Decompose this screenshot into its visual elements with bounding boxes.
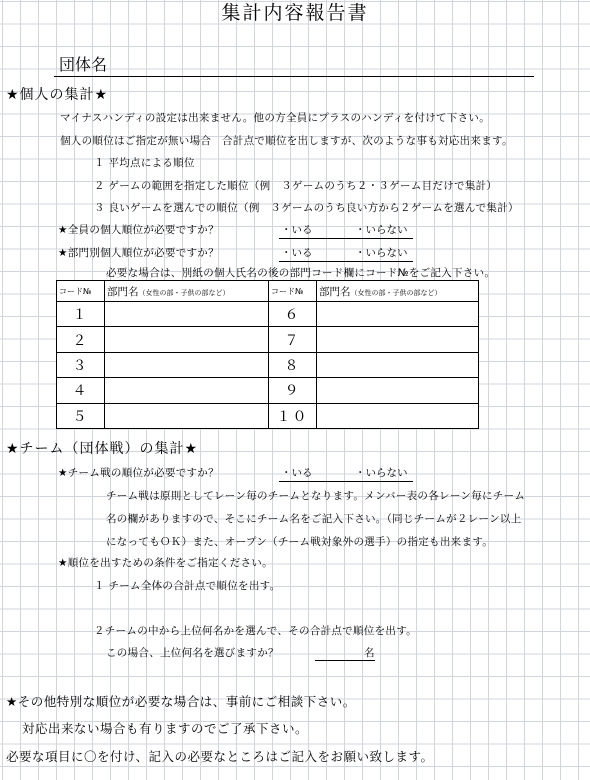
top-count-question: この場合、上位何名を選びますか？	[106, 647, 279, 659]
dept-rank-question: ★部門別個人順位が必要ですか？	[58, 247, 219, 259]
dept-name-cell[interactable]	[105, 352, 269, 377]
team-desc-line-3: になってもＯＫ）また、オープン（チーム戦対象外の選手）の指定も出来ます。	[106, 536, 494, 548]
team-desc-line-2: 名の欄がありますので、そこにチーム名をご記入下さい。（同じチームが２レーン以上	[106, 513, 522, 525]
dept-name-header-sub: （女性の部・子供の部など）	[138, 288, 230, 297]
all-rank-yes[interactable]: ・いる	[281, 224, 313, 236]
code-cell: ７	[269, 327, 317, 352]
condition-option-1[interactable]: １ チーム全体の合計点で順位を出す。	[94, 580, 281, 592]
dept-code-note: 必要な場合は、別紙の個人氏名の後の部門コード欄にコード№をご記入下さい。	[106, 267, 496, 279]
dept-name-header-label: 部門名	[319, 285, 351, 298]
condition-option-2[interactable]: ２チームの中から上位何名かを選んで、その合計点で順位を出す。	[94, 625, 417, 637]
individual-note-ranking: 個人の順位はご指定が無い場合 合計点で順位を出しますが、次のような事も対応出来ます。	[60, 135, 513, 147]
code-cell: １０	[269, 403, 317, 428]
all-rank-underline	[279, 238, 413, 239]
code-cell: ６	[269, 302, 317, 327]
code-cell: １	[57, 302, 105, 327]
footer-disclaimer: 対応出来ない場合も有りますのでご了承下さい。	[22, 721, 309, 736]
code-cell: ３	[57, 352, 105, 377]
dept-name-header-label: 部門名	[107, 285, 139, 298]
top-count-unit: 名	[364, 647, 375, 659]
team-desc-line-1: チーム戦は原則としてレーン毎のチームとなります。メンバー表の各レーン毎にチーム	[106, 490, 526, 502]
code-cell: ５	[57, 403, 105, 428]
top-count-field[interactable]	[315, 660, 375, 661]
condition-heading: ★順位を出すための条件をご指定ください。	[58, 557, 273, 569]
team-rank-yes[interactable]: ・いる	[281, 467, 313, 479]
footer-special-rank: ★その他特別な順位が必要な場合は、事前にご相談下さい。	[6, 694, 356, 709]
group-name-label: 団体名	[59, 55, 108, 74]
code-header: コード№	[57, 281, 105, 302]
page-title: 集計内容報告書	[221, 2, 369, 24]
dept-name-cell[interactable]	[317, 302, 479, 327]
group-name-field[interactable]	[54, 76, 534, 77]
dept-name-cell[interactable]	[317, 352, 479, 377]
table-row	[57, 403, 479, 428]
dept-name-header	[317, 281, 479, 302]
dept-name-cell[interactable]	[317, 378, 479, 403]
code-cell: ８	[269, 352, 317, 377]
team-rank-underline	[279, 481, 413, 482]
code-cell: ２	[57, 327, 105, 352]
dept-name-header-sub: （女性の部・子供の部など）	[350, 288, 442, 297]
dept-rank-yes[interactable]: ・いる	[281, 247, 313, 259]
footer-instruction: 必要な項目に〇を付け、記入の必要なところはご記入をお願い致します。	[6, 749, 434, 764]
team-rank-question: ★チーム戦の順位が必要ですか？	[58, 467, 219, 479]
table-row	[57, 352, 479, 377]
dept-name-cell[interactable]	[105, 327, 269, 352]
individual-option-1[interactable]: １ 平均点による順位	[94, 157, 195, 169]
code-cell: ４	[57, 378, 105, 403]
all-rank-no[interactable]: ・いらない	[355, 224, 408, 236]
table-row	[57, 327, 479, 352]
code-cell: ９	[269, 378, 317, 403]
dept-name-cell[interactable]	[317, 403, 479, 428]
dept-table-header	[57, 281, 479, 302]
individual-option-2[interactable]: ２ ゲームの範囲を指定した順位（例 ３ゲームのうち２・３ゲーム目だけで集計）	[94, 180, 498, 192]
individual-note-handicap: マイナスハンディの設定は出来ません。他の方全員にプラスのハンディを付けて下さい。	[60, 112, 491, 124]
team-rank-no[interactable]: ・いらない	[355, 467, 408, 479]
table-row	[57, 378, 479, 403]
dept-rank-underline	[279, 261, 413, 262]
dept-name-header	[105, 281, 269, 302]
dept-code-table	[56, 280, 479, 429]
dept-name-cell[interactable]	[105, 302, 269, 327]
individual-heading: ★個人の集計★	[6, 87, 109, 103]
dept-rank-no[interactable]: ・いらない	[355, 247, 408, 259]
team-heading: ★チーム（団体戦）の集計★	[6, 441, 199, 457]
dept-name-cell[interactable]	[105, 403, 269, 428]
table-row	[57, 302, 479, 327]
dept-name-cell[interactable]	[317, 327, 479, 352]
code-header: コード№	[269, 281, 317, 302]
all-rank-question: ★全員の個人順位が必要ですか？	[58, 224, 219, 236]
individual-option-3[interactable]: ３ 良いゲームを選んでの順位（例 ３ゲームのうち良い方から２ゲームを選んで集計）	[94, 202, 519, 214]
dept-name-cell[interactable]	[105, 378, 269, 403]
